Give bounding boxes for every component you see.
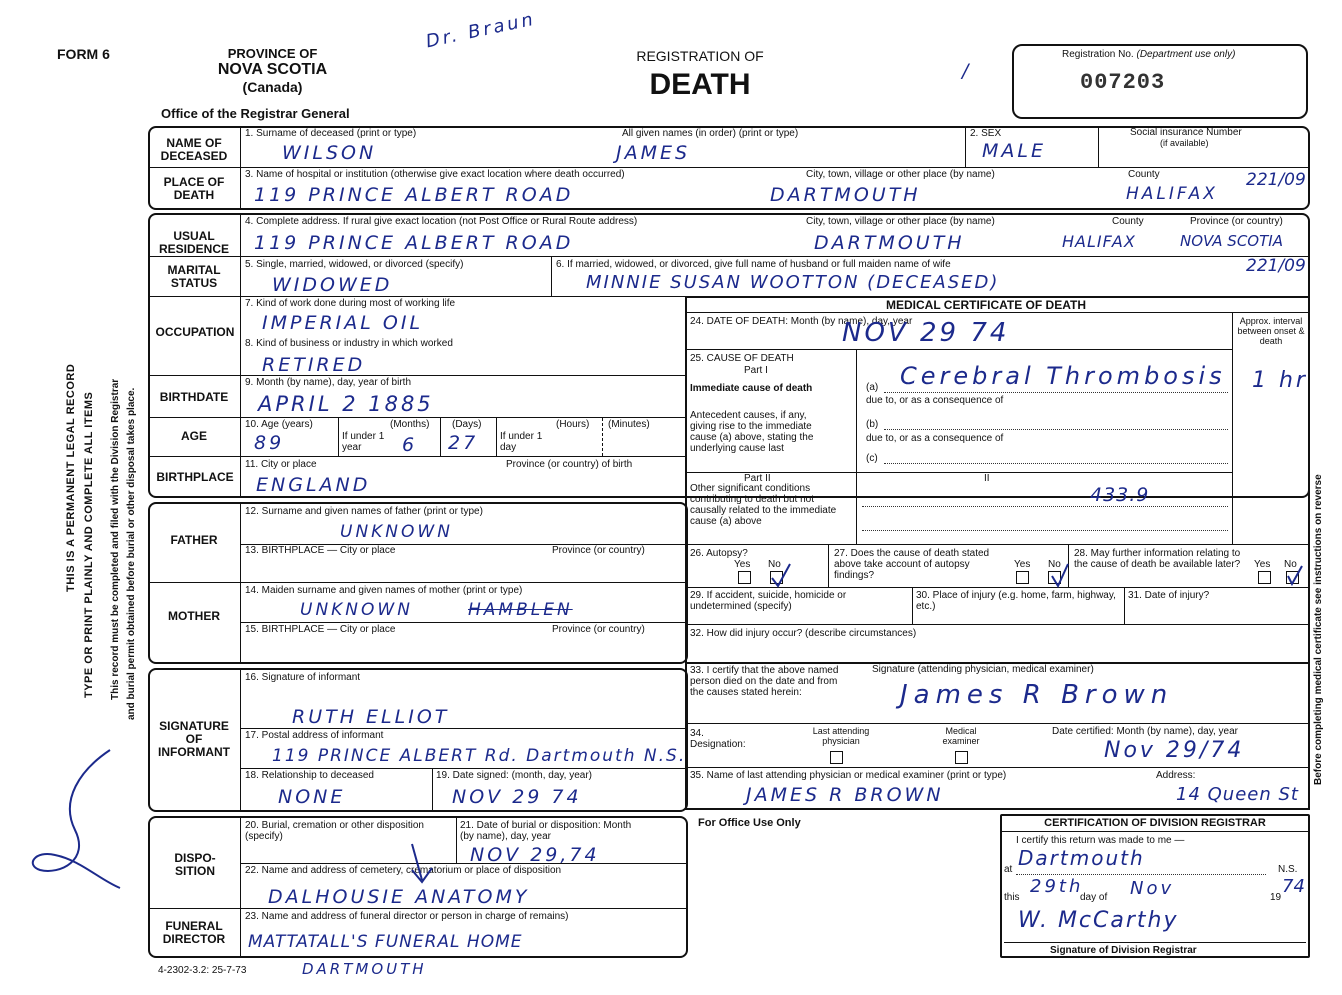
country-label: (Canada) — [242, 79, 303, 95]
value-code-2: 221/09 — [1246, 256, 1306, 276]
value-date-certified: Nov 29/74 — [1104, 738, 1245, 763]
label-f27: 27. Does the cause of death stated above take account of autopsy findings? — [834, 548, 990, 581]
section-disposition: DISPO- SITION — [174, 851, 216, 878]
label-immediate: Immediate cause of death — [690, 383, 813, 394]
label-f17: 17. Postal address of informant — [245, 730, 384, 741]
label-f10-hours: (Hours) — [556, 419, 590, 430]
value-cause: Cerebral Thrombosis — [900, 362, 1226, 390]
value-icd-code: 433.9 — [1090, 484, 1150, 506]
label-f11b: Province (or country) of birth — [506, 459, 633, 470]
label-f28-yes: Yes — [1254, 559, 1271, 570]
value-interval: 1 hr — [1252, 368, 1308, 393]
label-medical-examiner: Medical examiner — [942, 726, 980, 746]
label-autopsy-no: No — [768, 559, 781, 570]
division-ns: N.S. — [1278, 864, 1298, 875]
value-residence-province: NOVA SCOTIA — [1180, 232, 1283, 250]
label-f6: 6. If married, widowed, or divorced, give full name of husband or full maiden name of wife — [556, 259, 951, 270]
division-year-prefix: 19 — [1270, 892, 1282, 903]
value-disposition-date: NOV 29,74 — [470, 844, 600, 866]
registration-of-label: REGISTRATION OF — [636, 48, 764, 64]
label-f21: 21. Date of burial or disposition: Month (by name), day, year — [460, 820, 632, 842]
label-f15b: Province (or country) — [552, 624, 645, 635]
division-signature-label: Signature of Division Registrar — [1050, 945, 1197, 956]
label-part2: Part II — [744, 473, 771, 484]
value-marital: WIDOWED — [272, 274, 393, 296]
value-age-months: 6 — [402, 434, 418, 456]
label-f10-months: (Months) — [390, 419, 430, 430]
label-f28: 28. May further information relating to the cause of death be available later? — [1074, 548, 1241, 570]
office-use-label: For Office Use Only — [698, 817, 801, 829]
label-f10: 10. Age (years) — [245, 419, 313, 430]
value-mother: UNKNOWN — [300, 600, 413, 620]
medical-title: MEDICAL CERTIFICATE OF DEATH — [886, 298, 1086, 312]
label-sin-note: (if available) — [1160, 138, 1209, 148]
side-must-be-completed: This record must be completed and filed with the Division Registrar — [110, 378, 121, 700]
label-f27-yes: Yes — [1014, 559, 1031, 570]
label-f26: 26. Autopsy? — [690, 548, 748, 559]
form-code: 4-2302-3.2: 25-7-73 — [158, 965, 247, 976]
label-last-attending: Last attending physician — [812, 726, 870, 746]
province-name: NOVA SCOTIA — [217, 61, 328, 78]
division-day: 29th — [1030, 876, 1084, 897]
section-name: NAME OF DECEASED — [160, 136, 228, 163]
division-place: Dartmouth — [1018, 846, 1145, 870]
side-burial-permit: and burial permit obtained before burial or other disposal takes place. — [126, 387, 137, 720]
label-f13: 13. BIRTHPLACE — City or place — [245, 545, 396, 556]
section-marital: MARITAL STATUS — [167, 263, 221, 290]
label-f7: 7. Kind of work done during most of working life — [245, 298, 456, 309]
label-b: (b) — [866, 419, 879, 430]
province-block — [200, 46, 345, 95]
value-place-county: HALIFAX — [1126, 184, 1218, 204]
value-spouse: MINNIE SUSAN WOOTTON (DECEASED) — [586, 272, 1000, 293]
division-at: at — [1004, 864, 1013, 875]
section-residence: USUAL RESIDENCE — [158, 229, 229, 256]
label-f4c: County — [1112, 216, 1144, 227]
value-disposition-place: DALHOUSIE ANATOMY — [268, 886, 530, 908]
label-f5: 5. Single, married, widowed, or divorced (specify) — [245, 259, 464, 270]
label-f11: 11. City or place — [245, 459, 317, 470]
section-father: FATHER — [170, 533, 218, 547]
value-surname: WILSON — [282, 142, 377, 164]
value-place-institution: 119 PRINCE ALBERT ROAD — [254, 184, 574, 206]
division-this: this — [1004, 892, 1020, 903]
label-f18: 18. Relationship to deceased — [245, 770, 374, 781]
label-f10-days: (Days) — [452, 419, 482, 430]
label-f1b: All given names (in order) (print or type) — [622, 128, 799, 139]
label-f34: 34. Designation: — [690, 728, 746, 750]
value-father: UNKNOWN — [340, 522, 453, 542]
label-f12: 12. Surname and given names of father (print or type) — [245, 506, 483, 517]
handwritten-arrow — [400, 840, 440, 890]
value-mother-struck: HAMBLEN — [468, 600, 573, 620]
label-f16: 16. Signature of informant — [245, 672, 361, 683]
label-under-1-year: If under 1 year — [342, 431, 385, 453]
label-f22: 22. Name and address of cemetery, crematorium or place of disposition — [245, 865, 562, 876]
label-sin: Social insurance Number — [1130, 127, 1242, 138]
registration-number-label: Registration No. (Department use only) — [1062, 49, 1236, 60]
province-label: PROVINCE OF — [227, 46, 318, 61]
label-f30: 30. Place of injury (e.g. home, farm, highway, etc.) — [916, 590, 1116, 612]
value-age-days: 27 — [448, 432, 479, 454]
label-due-a: due to, or as a consequence of — [866, 395, 1004, 406]
label-f10-minutes: (Minutes) — [608, 419, 650, 430]
value-residence-city: DARTMOUTH — [814, 232, 965, 254]
label-f24: 24. DATE OF DEATH: Month (by name), day, year — [690, 316, 913, 327]
label-f29: 29. If accident, suicide, homicide or undetermined (specify) — [690, 590, 847, 612]
value-informant-signature: RUTH ELLIOT — [292, 706, 450, 728]
value-funeral-city: DARTMOUTH — [302, 960, 427, 978]
section-age: AGE — [180, 429, 207, 443]
label-f27-no: No — [1048, 559, 1061, 570]
label-other: Other significant conditions contributing to death but not causally related to the immediate cause (a) above — [690, 483, 837, 527]
last-attending-checkbox[interactable] — [830, 751, 843, 764]
label-f19: 19. Date signed: (month, day, year) — [436, 770, 593, 781]
handwritten-check: / — [962, 60, 972, 82]
value-place-city: DARTMOUTH — [770, 184, 921, 206]
label-f3c: County — [1128, 169, 1160, 180]
division-month: Nov — [1130, 878, 1175, 899]
value-residence-address: 119 PRINCE ALBERT ROAD — [254, 232, 574, 254]
value-business: RETIRED — [262, 354, 366, 376]
label-interval: Approx. interval between onset & death — [1237, 316, 1305, 346]
label-f2: 2. SEX — [970, 128, 1002, 139]
division-line1: I certify this return was made to me — — [1016, 835, 1185, 846]
label-f31: 31. Date of injury? — [1128, 590, 1210, 601]
registration-number-box — [1012, 44, 1308, 119]
value-date-of-death: NOV 29 74 — [842, 318, 1010, 348]
label-autopsy-yes: Yes — [734, 559, 751, 570]
death-title: DEATH — [649, 68, 751, 101]
label-part1: Part I — [744, 365, 768, 376]
label-c: (c) — [866, 453, 878, 464]
label-f14: 14. Maiden surname and given names of mother (print or type) — [245, 585, 523, 596]
label-f33: 33. I certify that the above named person died on the date and from the causes stated herein: — [690, 665, 839, 698]
division-signature: W. McCarthy — [1018, 908, 1179, 933]
label-due-b: due to, or as a consequence of — [866, 433, 1004, 444]
label-f13b: Province (or country) — [552, 545, 645, 556]
label-f28-no: No — [1284, 559, 1297, 570]
value-relationship: NONE — [278, 786, 346, 808]
label-roman-ii: II — [984, 473, 990, 484]
value-funeral-home: MATTATALL'S FUNERAL HOME — [248, 932, 523, 952]
label-f35: 35. Name of last attending physician or medical examiner (print or type) — [690, 770, 1007, 781]
side-right-instructions: Before completing medical certificate see instructions on reverse — [1313, 474, 1324, 785]
value-given-names: JAMES — [616, 142, 691, 164]
label-f15: 15. BIRTHPLACE — City or place — [245, 624, 396, 635]
label-address: Address: — [1156, 770, 1196, 781]
label-f20: 20. Burial, cremation or other disposition (specify) — [245, 820, 424, 842]
section-birthplace: BIRTHPLACE — [156, 470, 234, 484]
division-title: CERTIFICATION OF DIVISION REGISTRAR — [1044, 817, 1266, 829]
value-occupation: IMPERIAL OIL — [262, 312, 424, 334]
section-mother: MOTHER — [168, 609, 220, 623]
label-f3b: City, town, village or other place (by name) — [806, 169, 995, 180]
label-f9: 9. Month (by name), day, year of birth — [245, 377, 412, 388]
label-antecedent: Antecedent causes, if any, giving rise to the immediate cause (a) above, stating the underlying cause last — [690, 410, 814, 454]
label-f23: 23. Name and address of funeral director or person in charge of remains) — [245, 911, 569, 922]
value-informant-address: 119 PRINCE ALBERT Rd. Dartmouth N.S. — [272, 746, 687, 766]
section-birthdate: BIRTHDATE — [159, 390, 229, 404]
value-birthdate: APRIL 2 1885 — [258, 392, 434, 416]
label-f25: 25. CAUSE OF DEATH — [690, 353, 794, 364]
value-date-signed: NOV 29 74 — [452, 786, 582, 808]
side-permanent-record: THIS IS A PERMANENT LEGAL RECORD — [65, 363, 77, 592]
registration-number: 007203 — [1080, 70, 1166, 95]
section-occupation: OCCUPATION — [155, 325, 235, 339]
label-f4: 4. Complete address. If rural give exact location (not Post Office or Rural Route address) — [245, 216, 638, 227]
label-f1: 1. Surname of deceased (print or type) — [245, 128, 417, 139]
value-physician-signature: James R Brown — [900, 680, 1174, 710]
handwritten-doctor: Dr. Braun — [424, 8, 538, 53]
office-label: Office of the Registrar General — [161, 106, 350, 121]
label-f3: 3. Name of hospital or institution (otherwise give exact location where death occurred) — [245, 169, 625, 180]
section-funeral: FUNERAL DIRECTOR — [162, 919, 226, 946]
section-place: PLACE OF DEATH — [163, 175, 225, 202]
label-date-certified: Date certified: Month (by name), day, year — [1052, 726, 1239, 737]
handwritten-scribble — [20, 740, 130, 890]
value-physician-name: JAMES R BROWN — [746, 784, 944, 806]
division-year: 74 — [1282, 876, 1305, 897]
value-physician-address: 14 Queen St — [1176, 784, 1299, 805]
label-under-1-day: If under 1 day — [500, 431, 543, 453]
form-number: FORM 6 — [57, 46, 110, 62]
medical-examiner-checkbox[interactable] — [955, 751, 968, 764]
label-f4d: Province (or country) — [1190, 216, 1283, 227]
autopsy-yes-checkbox[interactable] — [738, 571, 751, 584]
division-day-of: day of — [1080, 892, 1108, 903]
label-a: (a) — [866, 382, 879, 393]
label-f4b: City, town, village or other place (by name) — [806, 216, 995, 227]
value-age-years: 89 — [254, 432, 285, 454]
section-signature: SIGNATURE OF INFORMANT — [158, 719, 230, 759]
checkmarks — [770, 560, 1310, 590]
value-birthplace: ENGLAND — [256, 474, 371, 496]
value-sex: MALE — [982, 140, 1046, 162]
value-residence-county: HALIFAX — [1062, 232, 1136, 251]
value-code-1: 221/09 — [1246, 170, 1306, 190]
side-type-or-print: TYPE OR PRINT PLAINLY AND COMPLETE ALL ITEMS — [83, 391, 95, 698]
label-f8: 8. Kind of business or industry in which worked — [245, 338, 453, 349]
label-f32: 32. How did injury occur? (describe circumstances) — [690, 628, 917, 639]
label-signature: Signature (attending physician, medical examiner) — [872, 664, 1094, 675]
